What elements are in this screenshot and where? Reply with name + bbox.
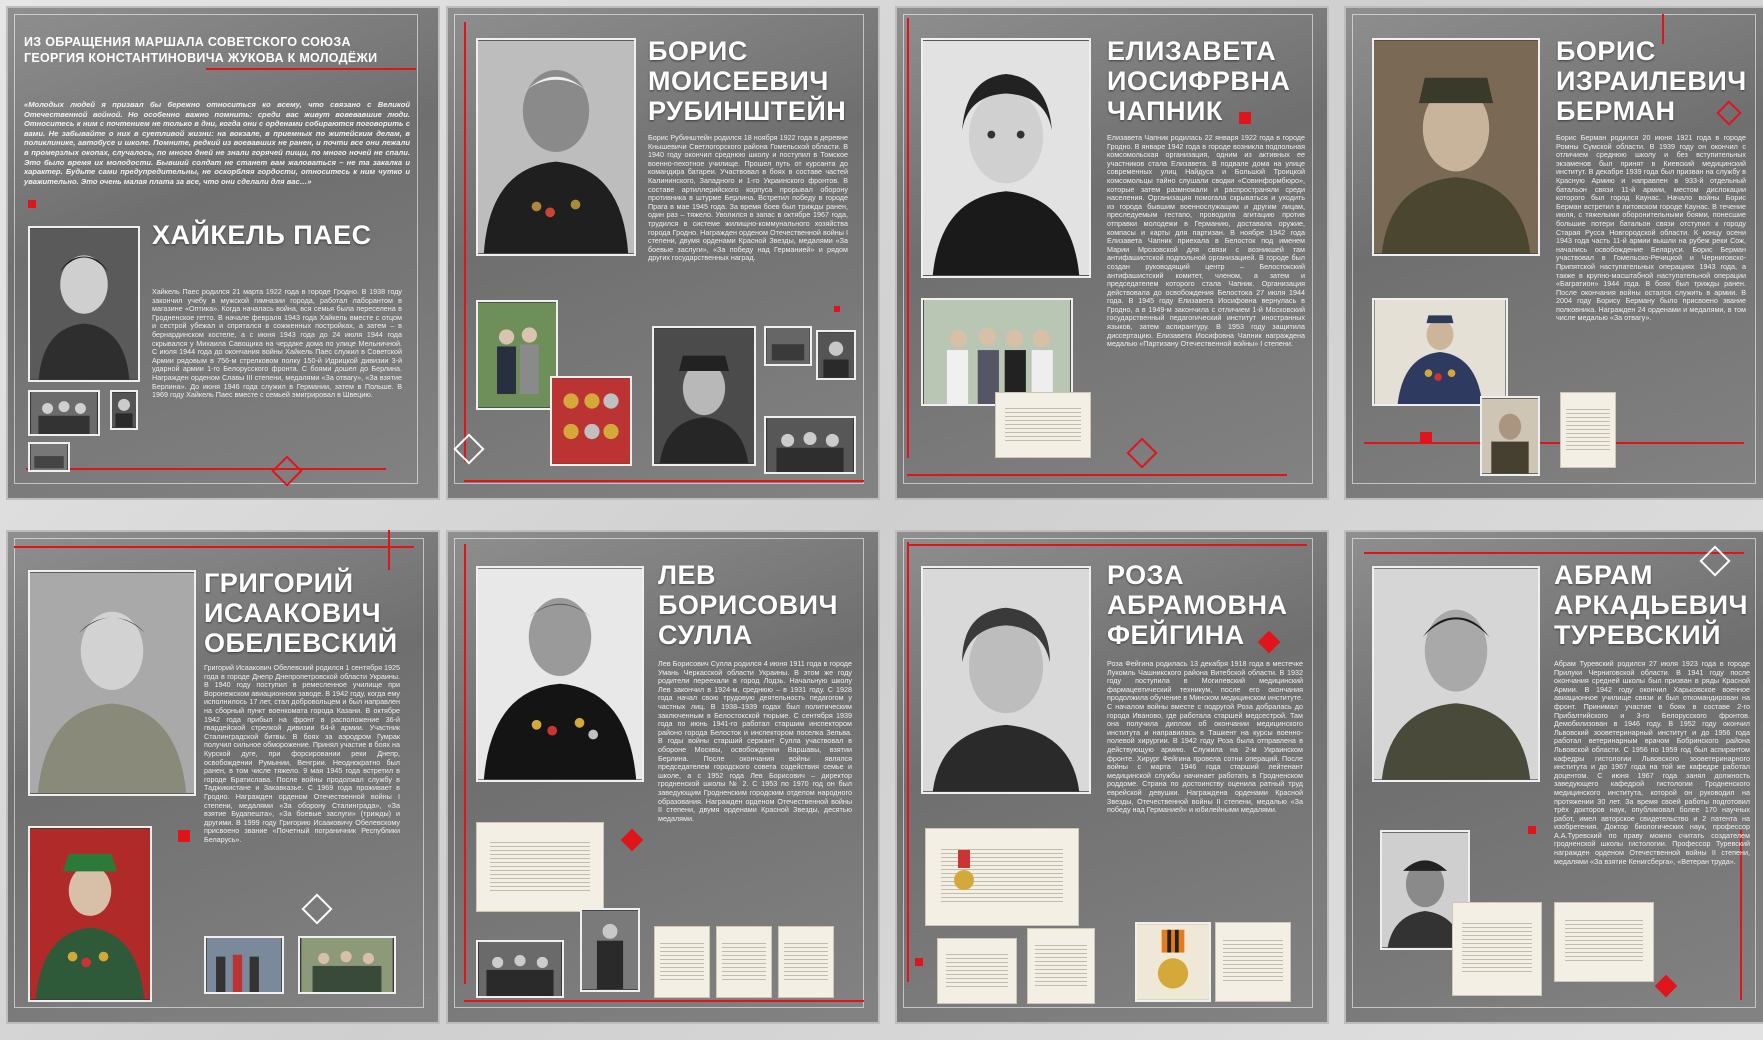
red-square (28, 200, 36, 208)
person-bio: Лев Борисович Сулла родился 4 июня 1911 года в городе Умань Черкасской области Украины. В этом же году родители переехали в город Лодзь. Начальную школу Лев закончил в 1924-м, среднюю – в 1931 году. С 1928 года начал свою трудовую деятельность педагогом у частных лиц. В 1938–1939 годах был политическим заключенным в Белостокской тюрьме. С сентября 1939 года по июнь 1941-го работал старшим инспектором районо города Белосток и инспектором поселка Зельва. В годы войны старший сержант Сулла участвовал в обороне Москвы, освобождении Варшавы, взятии Берлина. После окончания войны являлся председателем городского совета содействия семье и школе, а с 1952 года Лев Борисович – директор гродненской школы № 2. С 1953 по 1970 год он был заведующим Гродненским городским отделом народного образования. Награжден орденом Отечественной войны II степени, двумя орденами Красной Звезды, десятью медалями. (658, 659, 852, 823)
archive-photo (28, 442, 70, 472)
portrait-photo (476, 38, 636, 256)
person-bio: Борис Рубинштейн родился 18 ноября 1922 года в деревне Кнышевичи Светлогорского района Гомельской области. В 1940 году окончил среднюю школу и поступил в Томское военно-пехотное училище. Прошел путь от курсанта до командира батареи. Участвовал в боях в составе частей Калининского, Западного и 1-го Украинского фронтов. В составе артиллерийского корпуса прорывал оборону противника в штурме Берлина. Встретил победу в городе Прага в мае 1945 года. За время боев был трижды ранен, один раз – тяжело. Уволился в запас в октябре 1967 года, трудился в системе жилищно-коммунального хозяйства города Гродно. Награжден орденом Отечественной войны I степени, двумя орденами Красной Звезды, медалями «За боевые заслуги», «За победу над Германией» и рядом других государственных наград. (648, 133, 848, 263)
person-name: ЛЕВ БОРИСОВИЧ СУЛЛА (658, 560, 839, 650)
portrait-photo (1372, 38, 1540, 256)
person-name: РОЗА АБРАМОВНА ФЕЙГИНА (1107, 560, 1288, 650)
person-name: БОРИС МОИСЕЕВИЧ РУБИНШТЕЙН (648, 36, 847, 126)
person-bio: Абрам Туревский родился 27 июля 1923 года в городе Прилуки Черниговской области. В 1941 году после окончания средней школы был призван в ряды Красной Армии. В 1942 году окончил Харьковское военное авиационное училище связи и был откомандирован на фронт. Принимал участие в боях в составе 2-го Прибалтийского и 3-го Белорусского фронтов. Демобилизован в 1946 году. В 1952 году окончил Львовский зооветеринарный институт и до 1956 года работал ветеринарным врачом Бобринского района Львовской области. С 1956 по 1959 год был аспирантом кафедры гистологии Львовского зооветеринарного института и до 1967 года на той же кафедре работал доцентом. С июня 1967 года занял должность заведующего кафедрой гистологии Гродненского медицинского института, которой он руководил на протяжении 30 лет. За время своей работы подготовил трёх докторов наук, опубликовал более 170 научных работ, имел авторское свидетельство и 2 патента на изобретения. Доктор биологических наук, профессор А.А.Туревский по праву можно считать создателем гродненской школы гистологии. Профессор Туревский награжден орденом Отечественной войны II степени, медалями «За взятие Кенигсберга», «Ветеран труда». (1554, 659, 1750, 866)
veteran-photo (1372, 298, 1508, 406)
panel-feigina (895, 530, 1329, 1024)
red-square (1239, 112, 1251, 124)
document-photo (1452, 902, 1542, 996)
red-square (915, 958, 923, 966)
portrait-photo (921, 38, 1091, 278)
accent-line (464, 1000, 864, 1002)
white-diamond-mark (453, 433, 484, 464)
portrait-photo (28, 570, 196, 796)
family-photo (921, 298, 1073, 406)
group-photo (764, 416, 856, 474)
person-name: ГРИГОРИЙ ИСААКОВИЧ ОБЕЛЕВСКИЙ (204, 568, 398, 658)
red-diamond-mark (1126, 437, 1157, 468)
accent-line (388, 530, 390, 570)
veteran-photo (28, 826, 152, 1002)
panel-rubinshtein (446, 6, 880, 500)
wartime-portrait (652, 326, 756, 466)
small-portrait (580, 908, 640, 992)
red-square (834, 306, 840, 312)
white-diamond-mark (301, 893, 332, 924)
accent-line (464, 480, 864, 482)
accent-line (907, 18, 909, 458)
small-portrait (1480, 396, 1540, 476)
portrait-photo (921, 566, 1091, 794)
panel-sulla (446, 530, 880, 1024)
person-name: ЕЛИЗАВЕТА ИОСИФРВНА ЧАПНИК (1107, 36, 1291, 126)
intro-quote: «Молодых людей я призвал бы бережно относиться ко всему, что связано с Великой Отечественной войной. Но особенно важно помнить: среди вас живут вовевавшие люди. Относитесь к ним с почтением не только в дни, когда они с орденами собираются поговорить с вами. Не забывайте о них в суетливой жизни: на вокзале, в приемных по житейским делам, в поликлинике, автобусе и школе. Помните, редкий из воевавших не ранен, и почти все они лежали в промерзлых окопах, случалось, по много дней не знали горячей пищи, по много ночей не спали. Это было время их молодости. Бывший солдат не станет вам жаловаться – не та закалка и характер. Будьте сами предупредительны, не оскорбляя гордости, относитесь к ним чутко и уважительно. Это очень малая плата за все, что они сделали для вас…» (24, 100, 410, 186)
accent-line (1364, 552, 1744, 554)
red-diamond-mark (1655, 975, 1678, 998)
document-photo (716, 926, 772, 998)
red-square (178, 830, 190, 842)
person-name: АБРАМ АРКАДЬЕВИЧ ТУРЕВСКИЙ (1554, 560, 1749, 650)
couple-photo (476, 300, 558, 410)
person-bio: Григорий Исаакович Обелевский родился 1 сентября 1925 года в городе Днепр Днепропетровской области Украины. В 1940 году поступил в ремесленное училище при Воронежском авиационном заводе. В 1942 году, когда ему исполнилось 17 лет, стал добровольцем и был направлен на сборный пункт военкомата города Казани. В октябре 1942 года прибыл на фронт в расположение 36-й гвардейской стрелкой дивизии 64-й армии. Участник Сталинградской битвы. В боях за аэродром Гумрак получил сильное обморожение. Принял участие в боях на Курской дуге, при форсировании реки Днепр, освобождении Румынии, Венгрии. Неоднократно был ранен, в том числе тяжело. 9 мая 1945 года встретил в городе Братислава. После войны продолжал службу в Таджикистане и Закавказье. С 1969 года проживает в Гродно. Награжден орденом Отечественной войны I степени, медалями «За оборону Сталинграда», «За взятие Будапешта», «За боевые заслуги» (трижды) и другими. В 1999 году Григорию Исааковичу Обелевскому присвоено звание «Почетный пограничник Республики Беларусь». (204, 663, 400, 844)
accent-line (907, 542, 909, 982)
panel-turevsky (1344, 530, 1763, 1024)
document-photo (1554, 902, 1654, 982)
accent-line (464, 22, 466, 462)
portrait-photo (1372, 566, 1540, 782)
accent-line (907, 474, 1287, 476)
order-photo (1135, 922, 1211, 1002)
document-photo (654, 926, 710, 998)
group-photo (28, 390, 100, 436)
medal-certificate (925, 828, 1079, 926)
person-bio: Елизавета Чапник родилась 22 января 1922 года в городе Гродно. В январе 1942 года в городе возникла подпольная комсомольская организация, одним из активных ее участников стала Елизавета. В подвале дома на улице современных улиц Найдуса и Большой Троицкой комсомольцы тайно слушали сводки «Совинформбюро», которые затем размножали и распространяли среди населения. Организация помогала скрываться и уходить из города бывшим военнослужащим и другим лицам, преследуемым гестапо, проводила агитацию против отправки молодежи в Германию, доставала оружие, компасы и карты для партизан. В ноябре 1942 года Елизавета Чапник приехала в Белосток под именем Марии Мрозовской для связи с возникшей там антифашистской подпольной организацией. В городе был создан руководящий центр – Белостокский антифашистский комитет, членом, а затем и председателем которого стала Чапник. Организация действовала до освобождения Белостока 27 июля 1944 года. В 1945 году Елизавета Иосифовна вернулась в Гродно, а в 1949-м закончила с отличием 1-й Московский государственный педагогический институт иностранных языков, затем аспирантуру. В 1953 году защитила диссертацию. Елизавета Иосифовна Чапник награждена медалью «Партизану Отечественной войны» I степени. (1107, 133, 1305, 349)
small-portrait (110, 390, 138, 430)
accent-line (14, 546, 414, 548)
document-photo (778, 926, 834, 998)
panel-berman (1344, 6, 1763, 500)
small-portrait (816, 330, 856, 380)
document-photo (937, 938, 1017, 1004)
intro-title: ИЗ ОБРАЩЕНИЯ МАРШАЛА СОВЕТСКОГО СОЮЗА ГЕОРГИЯ КОНСТАНТИНОВИЧА ЖУКОВА К МОЛОДЁЖИ (24, 35, 378, 65)
document-photo (1215, 922, 1291, 1002)
panel-intro-paes (6, 6, 440, 500)
accent-line (464, 544, 466, 984)
red-square (1528, 826, 1536, 834)
medal-icon (953, 850, 975, 894)
person-bio: Роза Фейгина родилась 13 декабря 1918 года в местечке Лукомль Чашникского района Витебской области. В 1932 году поступила в Могилевский медицинский фармацевтический техникум, после его окончания продолжила обучение в Минском медицинском институте. С началом войны вместе с подругой Роза добралась до города Иваново, где работала старшей медсестрой. Там она получила диплом об окончании медицинского института и направилась в Ташкент на курсы военно-полевой хирургии. В 1942 году Роза была отправлена в действующую армию. Служила на 2-м Украинском фронте. Хирург Фейгина провела сотни операций. После войны с марта 1946 года старший лейтенант медицинской службы начинает работать в Гродненском роддоме. Страна по достоинству оценила ратный труд еврейской девушки. Награждена орденами Красной Звезды, Отечественной войны II степени, медалью «За победу над Германией» и юбилейными медалями. (1107, 659, 1303, 815)
panel-obelevsky (6, 530, 440, 1024)
red-diamond-mark (271, 455, 302, 486)
portrait-photo (476, 566, 644, 782)
accent-line (907, 544, 1307, 546)
document-photo (995, 392, 1091, 458)
document-photo (1027, 928, 1095, 1004)
person-bio: Борис Берман родился 20 июня 1921 года в городе Ромны Сумской области. В 1939 году он окончил с отличием среднюю школу и без вступительных экзаменов был принят в Киевский медицинский институт. В декабре 1939 года был призван на службу в Красную Армию и направлен в 933-й отдельный батальон связи 11-й армии, местом дислокации которого был город Каунас. Начало войны Борис Берман встретил в литовском городе Каунас. В течение июля, с тяжелыми оборонительными боями, понесшие большие потери батальон связи отступил к городу Старая Русса Новгородской области. К концу осени 1943 года часть 11-й армии вышли на рубеж реки Сож, начались освобождение Беларуси. Борис Берман участвовал в Гомельско-Речицкой и Черниговско-Припятской наступательных операциях 1943 года, а также в крупно-масштабной наступательной операции «Багратион» 1944 года. В боях был трижды ранен. После окончания войны остался служить в армии. В 2004 году Борису Берману было присвоено звание полковника. Награжден 24 орденами и медалями, в том числе медалью «За отвагу». (1556, 133, 1746, 323)
accent-line (206, 68, 416, 70)
group-photo (298, 936, 396, 994)
person-bio: Хайкель Паес родился 21 марта 1922 года в городе Гродно. В 1938 году закончил учебу в мужской гимназии города, работал лаборантом в магазине «Оптика». Когда началась война, вся семья была переселена в Гродненское гетто. В начале февраля 1943 года Хайкель вместе с отцом и сестрой убежал и спрятался в сожженных постройках, а затем – в бернардинском костеле, а с июня 1943 года до 24 июля 1944 года скрывался у Михаила Савощика на чердаке дома по улице Мельничной. С июля 1944 года до окончания войны Хайкель Паес служил в Советской Армии рядовым в 756-м стрелковом полку 150-й Идрицкой дивизии 3-й ударной армии 1-го Белорусского фронта. С боями дошел до Берлина. Награжден орденом Славы III степени, медалями «За отвагу», «За взятие Берлина». До июня 1946 года служил в Германии, затем в Польше. В 1969 году Хайкель Паес вместе с семьей эмигрировал в Швецию. (152, 287, 402, 400)
portrait-photo (28, 226, 140, 382)
document-photo (476, 822, 604, 912)
group-photo (476, 940, 564, 998)
red-square (1420, 432, 1432, 444)
archive-photo (764, 326, 812, 366)
panel-chapnik (895, 6, 1329, 500)
red-diamond-mark (621, 829, 644, 852)
medals-photo (550, 376, 632, 466)
book-photo (1560, 392, 1616, 468)
person-name: ХАЙКЕЛЬ ПАЕС (152, 220, 372, 250)
parade-photo (204, 936, 284, 994)
person-name: БОРИС ИЗРАИЛЕВИЧ БЕРМАН (1556, 36, 1747, 126)
accent-line (26, 468, 386, 470)
